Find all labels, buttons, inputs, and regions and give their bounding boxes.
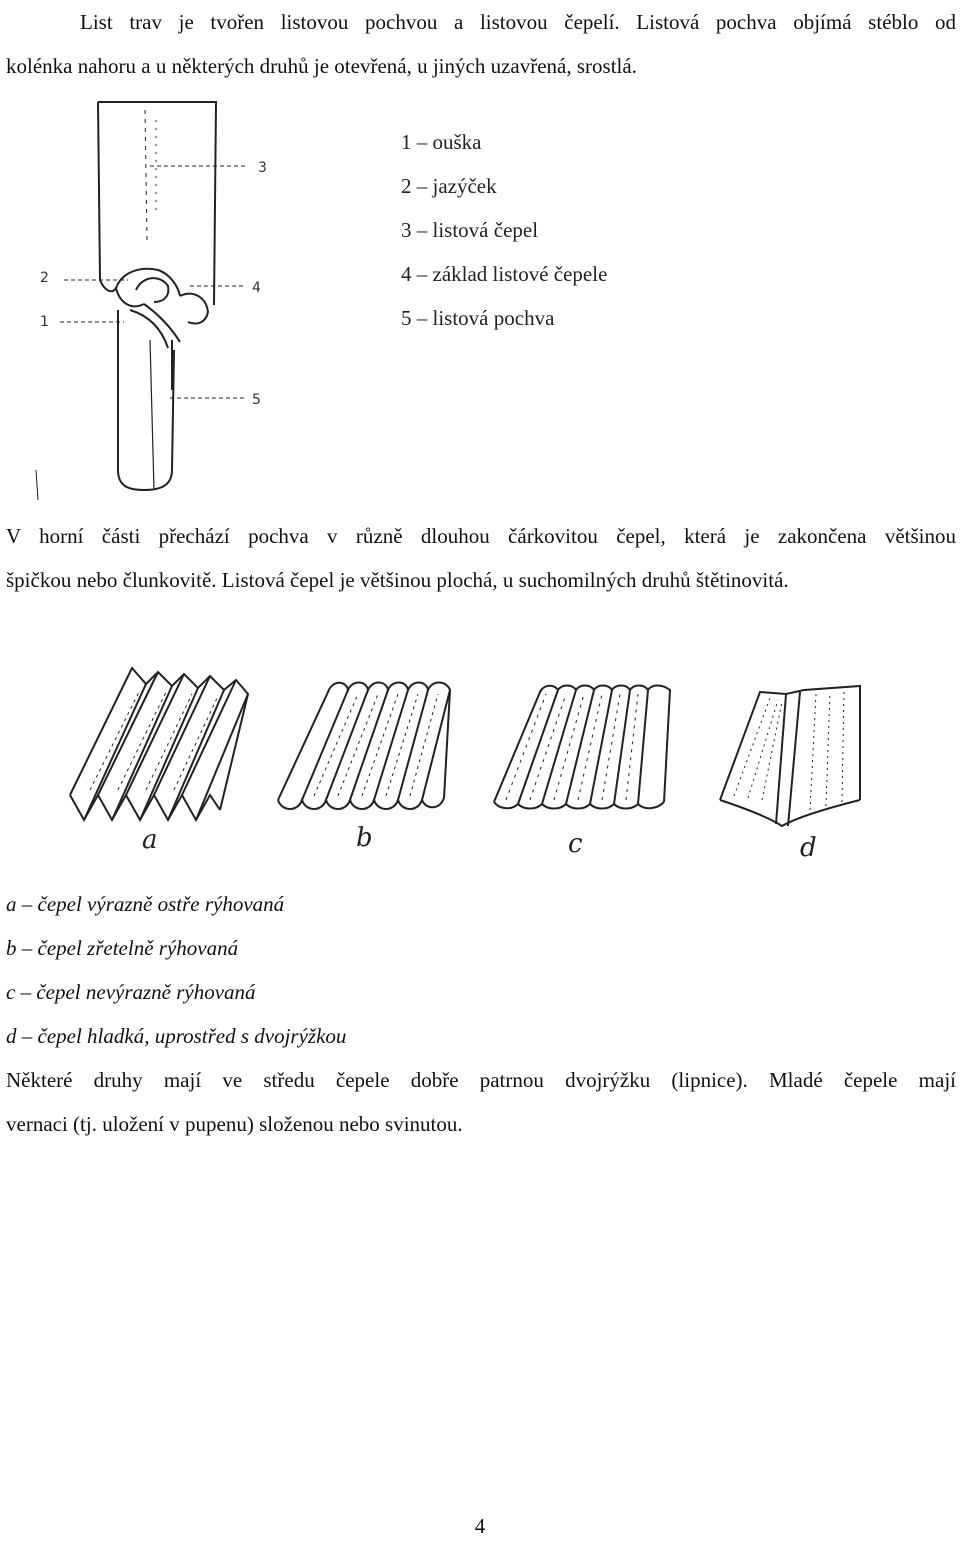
legend-item: d – čepel hladká, uprostřed s dvojrýžkou	[6, 1024, 347, 1048]
intro-paragraph	[6, 0, 956, 88]
blade-letter-b: b	[356, 823, 373, 853]
collar-tongue	[130, 310, 168, 348]
ligule	[136, 278, 168, 302]
blade-a-drawing	[70, 668, 248, 820]
page-number: 4	[474, 1514, 486, 1538]
paragraph-line: List trav je tvořen listovou pochvou a listovou čepelí. Listová pochva objímá stéblo od	[80, 10, 956, 34]
legend-item: 4 – základ listové čepele	[401, 262, 608, 286]
callout-1: 1	[40, 314, 49, 330]
legend-item: c – čepel nevýrazně rýhovaná	[6, 980, 256, 1004]
scan-mark	[36, 470, 38, 500]
blade-c-drawing	[494, 686, 670, 809]
paragraph-line: kolénka nahoru a u některých druhů je otevřená, u jiných uzavřená, srostlá.	[6, 54, 637, 78]
figure2-legend	[6, 882, 346, 1058]
callout-4: 4	[252, 280, 261, 296]
sheath-seam	[150, 340, 154, 490]
leaf-sheath-figure	[20, 90, 280, 500]
blade-letter-c: c	[568, 829, 583, 859]
leaf-blade-left-edge	[98, 102, 100, 280]
callout-5: 5	[252, 392, 261, 408]
paragraph-line: vernaci (tj. uložení v pupenu) složenou nebo svinutou.	[6, 1112, 463, 1136]
figure1-legend	[401, 120, 607, 340]
legend-item: 1 – ouška	[401, 130, 482, 154]
legend-item: 2 – jazýček	[401, 174, 497, 198]
legend-item: 3 – listová čepel	[401, 218, 539, 242]
paragraph-line: V horní části přechází pochva v různě dlouhou čárkovitou čepel, která je zakončena většinou	[6, 524, 956, 548]
blade-d-drawing	[720, 686, 860, 826]
auricle-left	[116, 288, 144, 306]
blade-paragraph	[6, 514, 956, 602]
paragraph-line: špičkou nebo člunkovitě. Listová čepel je většinou plochá, u suchomilných druhů štětinovitá.	[6, 568, 789, 592]
leaf-blade-vein	[145, 110, 147, 240]
paragraph-line: Některé druhy mají ve středu čepele dobře patrnou dvojrýžku (lipnice). Mladé čepele mají	[6, 1068, 956, 1092]
legend-item: 5 – listová pochva	[401, 306, 555, 330]
blade-letter-a: a	[142, 825, 158, 855]
blade-b-drawing	[278, 683, 450, 810]
blade-types-figure	[70, 650, 900, 870]
sheath-outline	[118, 310, 174, 490]
legend-item: b – čepel zřetelně rýhovaná	[6, 936, 239, 960]
leaf-blade-outline	[98, 102, 216, 305]
auricle-right	[180, 294, 208, 324]
callout-3: 3	[258, 160, 267, 176]
legend-item: a – čepel výrazně ostře rýhovaná	[6, 892, 285, 916]
vernation-paragraph	[6, 1058, 956, 1146]
callout-2: 2	[40, 270, 49, 286]
blade-letter-d: d	[800, 833, 817, 863]
